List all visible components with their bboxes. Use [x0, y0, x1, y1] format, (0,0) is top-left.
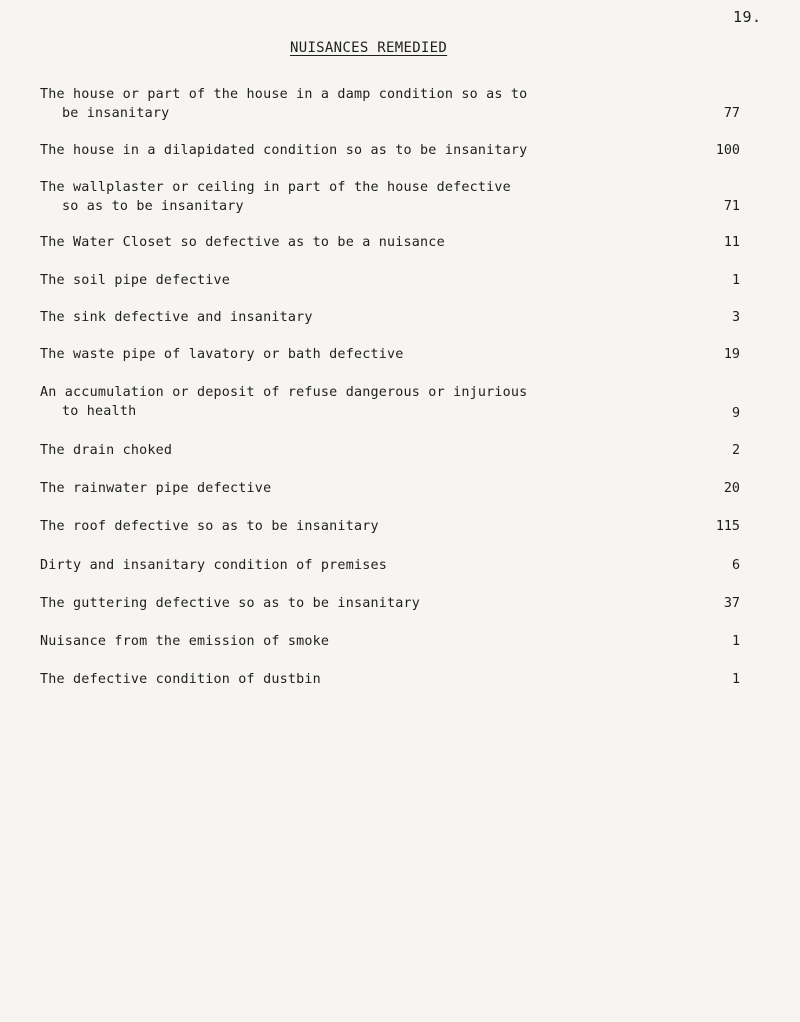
item-description: [40, 670, 660, 689]
item-description: [40, 233, 660, 252]
item-line-1: Nuisance from the emission of smoke: [40, 634, 330, 649]
item-count: 77: [723, 106, 740, 121]
item-description: [40, 441, 660, 460]
page-number: 19.: [733, 8, 762, 26]
item-count: 11: [723, 235, 740, 250]
item-line-1: The roof defective so as to be insanitary: [40, 519, 379, 534]
item-description: [40, 178, 660, 216]
item-line-1: The guttering defective so as to be insanitary: [40, 596, 421, 611]
item-description: [40, 271, 660, 290]
item-description: [40, 85, 660, 123]
item-count: 20: [723, 481, 740, 496]
item-description: [40, 556, 660, 575]
page-title: NUISANCES REMEDIED: [290, 40, 448, 56]
item-line-1: The defective condition of dustbin: [40, 672, 321, 687]
item-description: [40, 308, 660, 327]
item-count: 3: [731, 310, 740, 325]
item-description: [40, 383, 660, 421]
item-count: 37: [723, 596, 740, 611]
item-count: 1: [731, 672, 740, 687]
item-line-1: The drain choked: [40, 443, 173, 458]
item-line-1: The waste pipe of lavatory or bath defective: [40, 347, 404, 362]
item-line-2: so as to be insanitary: [62, 199, 244, 214]
item-line-1: The Water Closet so defective as to be a nuisance: [40, 235, 445, 250]
item-count: 115: [715, 519, 740, 534]
item-count: 2: [731, 443, 740, 458]
item-line-2: be insanitary: [62, 106, 170, 121]
item-count: 6: [731, 558, 740, 573]
item-description: [40, 345, 660, 364]
item-count: 100: [715, 143, 740, 158]
item-line-1: The soil pipe defective: [40, 273, 231, 288]
item-count: 71: [723, 199, 740, 214]
item-line-1: The rainwater pipe defective: [40, 481, 272, 496]
item-description: [40, 141, 660, 160]
item-description: [40, 594, 660, 613]
item-count: 1: [731, 273, 740, 288]
item-count: 9: [731, 406, 740, 421]
item-count: 19: [723, 347, 740, 362]
item-line-1: The house or part of the house in a damp condition so as to: [40, 87, 528, 102]
item-description: [40, 517, 660, 536]
item-line-1: The sink defective and insanitary: [40, 310, 313, 325]
item-line-1: An accumulation or deposit of refuse dangerous or injurious: [40, 385, 528, 400]
item-line-1: Dirty and insanitary condition of premises: [40, 558, 387, 573]
item-line-1: The house in a dilapidated condition so as to be insanitary: [40, 143, 528, 158]
item-description: [40, 632, 660, 651]
item-line-2: to health: [62, 404, 137, 419]
item-count: 1: [731, 634, 740, 649]
item-line-1: The wallplaster or ceiling in part of the house defective: [40, 180, 511, 195]
item-description: [40, 479, 660, 498]
